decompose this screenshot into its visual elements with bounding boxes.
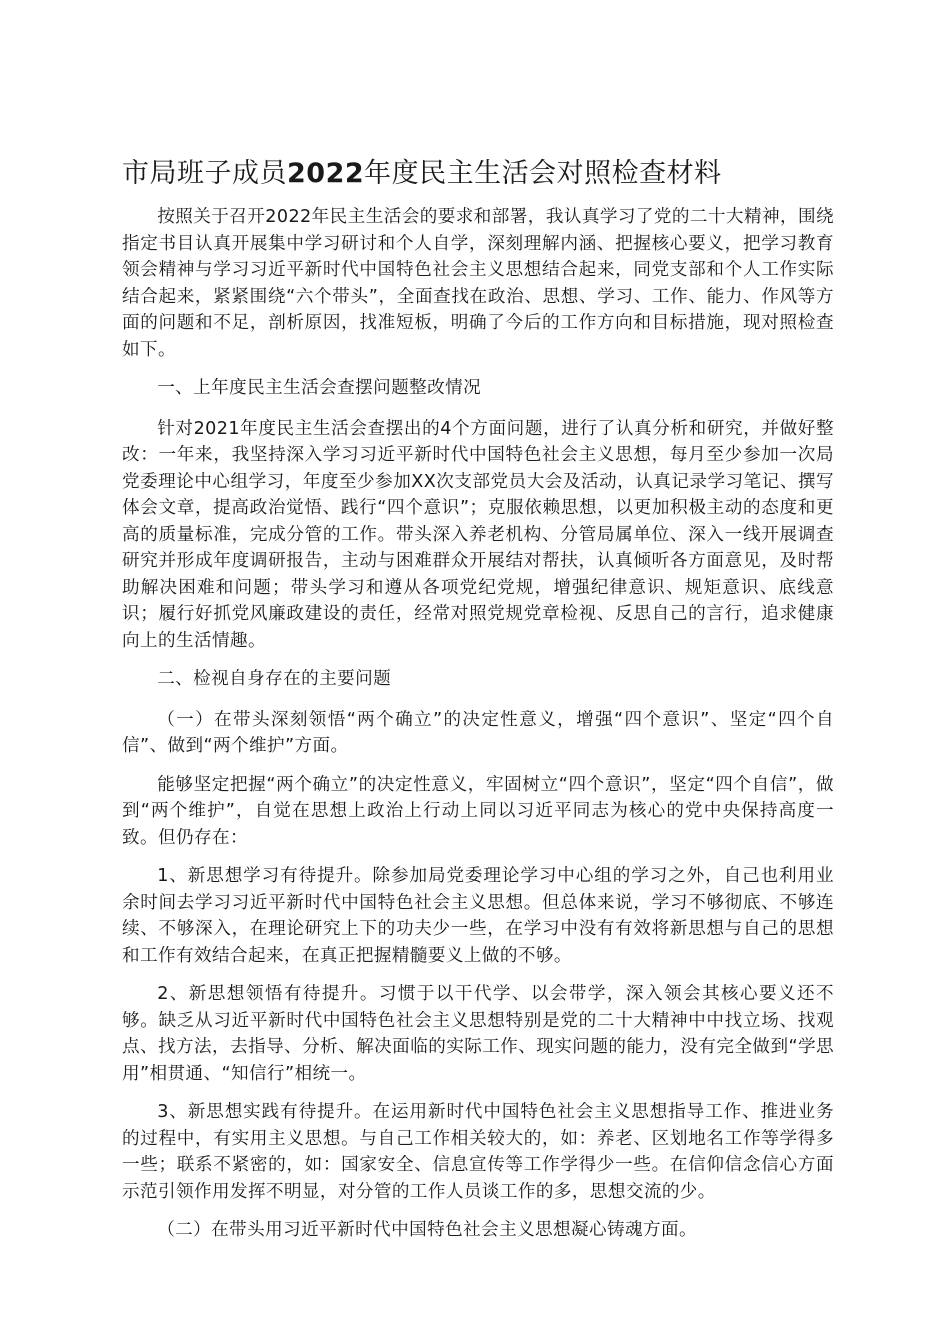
title-year: 2022 <box>287 158 365 189</box>
intro-paragraph: 按照关于召开2022年民主生活会的要求和部署，我认真学习了党的二十大精神，围绕指定书目认真开展集中学习研讨和个人自学，深刻理解内涵、把握核心要义，把学习教育领会精神与学习习近平新时代中国特色社会主义思想结合起来，同党支部和个人工作实际结合起来，紧紧围绕“六个带头”，全面查找在政治、思想、学习、工作、能力、作风等方面的问题和不足，剖析原因，找准短板，明确了今后的工作方向和目标措施，现对照检查如下。 <box>122 207 834 360</box>
issue-paragraph-1: 1、新思想学习有待提升。除参加局党委理论学习中心组的学习之外，自己也利用业余时间去学习习近平新时代中国特色社会主义思想。但总体来说，学习不够彻底、不够连续、不够深入，在理论研究上下的功夫少一些，在学习中没有有效将新思想与自己的思想和工作有效结合起来，在真正把握精髓要义上做的不够。 <box>122 866 834 966</box>
section-heading-2: 二、检视自身存在的主要问题 <box>157 669 392 689</box>
overview-paragraph: 能够坚定把握“两个确立”的决定性意义，牢固树立“四个意识”，坚定“四个自信”，做到“两个维护”，自觉在思想上政治上行动上同以习近平同志为核心的党中央保持高度一致。但仍存在： <box>122 774 834 848</box>
issue-paragraph-2: 2、新思想领悟有待提升。习惯于以干代学、以会带学，深入领会其核心要义还不够。缺乏从习近平新时代中国特色社会主义思想特别是党的二十大精神中中找立场、找观点、找方法，去指导、分析、解决面临的实际工作、现实问题的能力，没有完全做到“学思用”相贯通、“知信行”相统一。 <box>122 984 834 1084</box>
title-prefix: 市局班子成员 <box>122 158 287 189</box>
document-page <box>122 150 834 1256</box>
subsection-heading-2: （二）在带头用习近平新时代中国特色社会主义思想凝心铸魂方面。 <box>157 1220 698 1240</box>
issue-paragraph-3: 3、新思想实践有待提升。在运用新时代中国特色社会主义思想指导工作、推进业务的过程中，有实用主义思想。与自己工作相关较大的，如：养老、区划地名工作等学得多一些；联系不紧密的，如：国家安全、信息宣传等工作学得少一些。在信仰信念信心方面示范引领作用发挥不明显，对分管的工作人员谈工作的多，思想交流的少。 <box>122 1102 834 1202</box>
title-suffix: 年度民主生活会对照检查材料 <box>364 158 722 189</box>
section-heading-1: 一、上年度民主生活会查摆问题整改情况 <box>157 378 482 398</box>
document-title <box>122 150 834 198</box>
rectification-paragraph: 针对2021年度民主生活会查摆出的4个方面问题，进行了认真分析和研究，并做好整改：一年来，我坚持深入学习习近平新时代中国特色社会主义思想，每月至少参加一次局党委理论中心组学习，年度至少参加XX次支部党员大会及活动，认真记录学习笔记、撰写体会文章，提高政治觉悟、践行“四个意识”；克服依赖思想，以更加积极主动的态度和更高的质量标准，完成分管的工作。带头深入养老机构、分管局属单位、深入一线开展调查研究并形成年度调研报告，主动与困难群众开展结对帮扶，认真倾听各方面意见，及时帮助解决困难和问题；带头学习和遵从各项党纪党规，增强纪律意识、规矩意识、底线意识；履行好抓党风廉政建设的责任，经常对照党规党章检视、反思自己的言行，追求健康向上的生活情趣。 <box>122 418 834 651</box>
subsection-heading-1: （一）在带头深刻领悟“两个确立”的决定性意义，增强“四个意识”、坚定“四个自信”、做到“两个维护”方面。 <box>122 709 834 756</box>
